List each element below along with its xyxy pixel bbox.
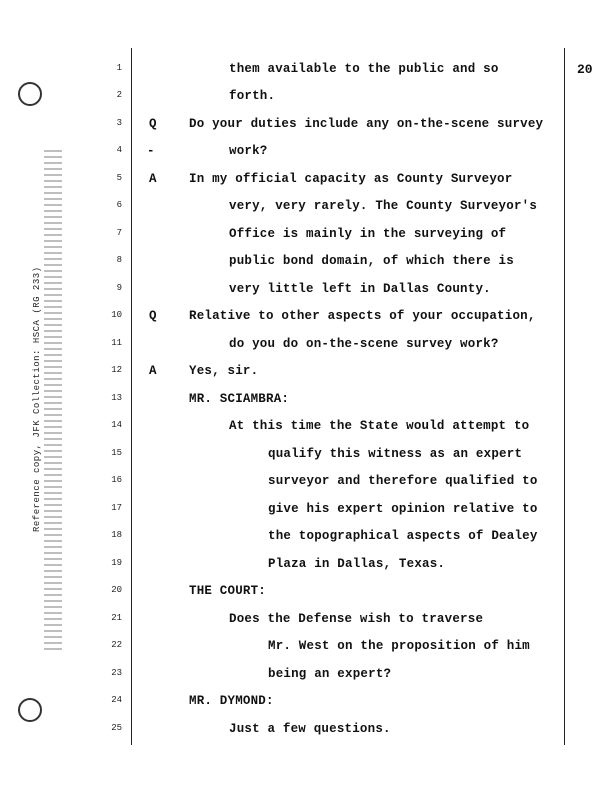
transcript-line: Mr. West on the proposition of him [268,639,530,653]
speaker-label: MR. DYMOND: [189,694,274,708]
transcript-line: give his expert opinion relative to [268,502,538,516]
transcript-line: In my official capacity as County Surveyor [189,172,513,186]
transcript-line: the topographical aspects of Dealey [268,529,538,543]
line-number: 4 [116,145,122,155]
transcript-line: Plaza in Dallas, Texas. [268,557,446,571]
line-number: 24 [111,695,122,705]
question-marker: Q [149,117,157,131]
speaker-label: THE COURT: [189,584,267,598]
line-number: 23 [111,668,122,678]
scan-artifact-strip [44,150,62,650]
line-number: 20 [111,585,122,595]
line-number: 15 [111,448,122,458]
transcript-line: Office is mainly in the surveying of [229,227,507,241]
transcript-line: public bond domain, of which there is [229,254,514,268]
speaker-label: MR. SCIAMBRA: [189,392,290,406]
line-number: 1 [116,63,122,73]
line-number: 12 [111,365,122,375]
line-number: 18 [111,530,122,540]
transcript-line: Just a few questions. [229,722,391,736]
line-number: 22 [111,640,122,650]
answer-marker: A [149,172,157,186]
transcript-line: forth. [229,89,276,103]
line-number: 19 [111,558,122,568]
line-number: 16 [111,475,122,485]
line-number: 10 [111,310,122,320]
question-marker: Q [149,309,157,323]
line-number: 21 [111,613,122,623]
transcript-line: them available to the public and so [229,62,499,76]
line-number: 5 [116,173,122,183]
line-number: 11 [111,338,122,348]
archive-stamp: Reference copy, JFK Collection: HSCA (RG 233) [32,266,42,532]
answer-marker: A [149,364,157,378]
line-number: 9 [116,283,122,293]
transcript-line: being an expert? [268,667,392,681]
line-number: 25 [111,723,122,733]
transcript-line: very little left in Dallas County. [229,282,491,296]
transcript-line: At this time the State would attempt to [229,419,530,433]
transcript-line: Does the Defense wish to traverse [229,612,484,626]
transcript-line: surveyor and therefore qualified to [268,474,538,488]
transcript-line: Do your duties include any on-the-scene survey [189,117,544,131]
transcript-line: work? [229,144,268,158]
line-number: 13 [111,393,122,403]
transcript-line: Yes, sir. [189,364,259,378]
line-number: 17 [111,503,122,513]
page-number: 20 [577,62,593,77]
transcript-line: Relative to other aspects of your occupation, [189,309,536,323]
transcript-line: qualify this witness as an expert [268,447,523,461]
line-number: 6 [116,200,122,210]
line-number: 14 [111,420,122,430]
punch-hole-bottom [18,698,42,722]
line-number: 8 [116,255,122,265]
transcript-line: very, very rarely. The County Surveyor's [229,199,538,213]
transcript-line: do you do on-the-scene survey work? [229,337,499,351]
line-number: 2 [116,90,122,100]
line-number: 7 [116,228,122,238]
dash-marker: - [147,144,155,158]
line-number: 3 [116,118,122,128]
